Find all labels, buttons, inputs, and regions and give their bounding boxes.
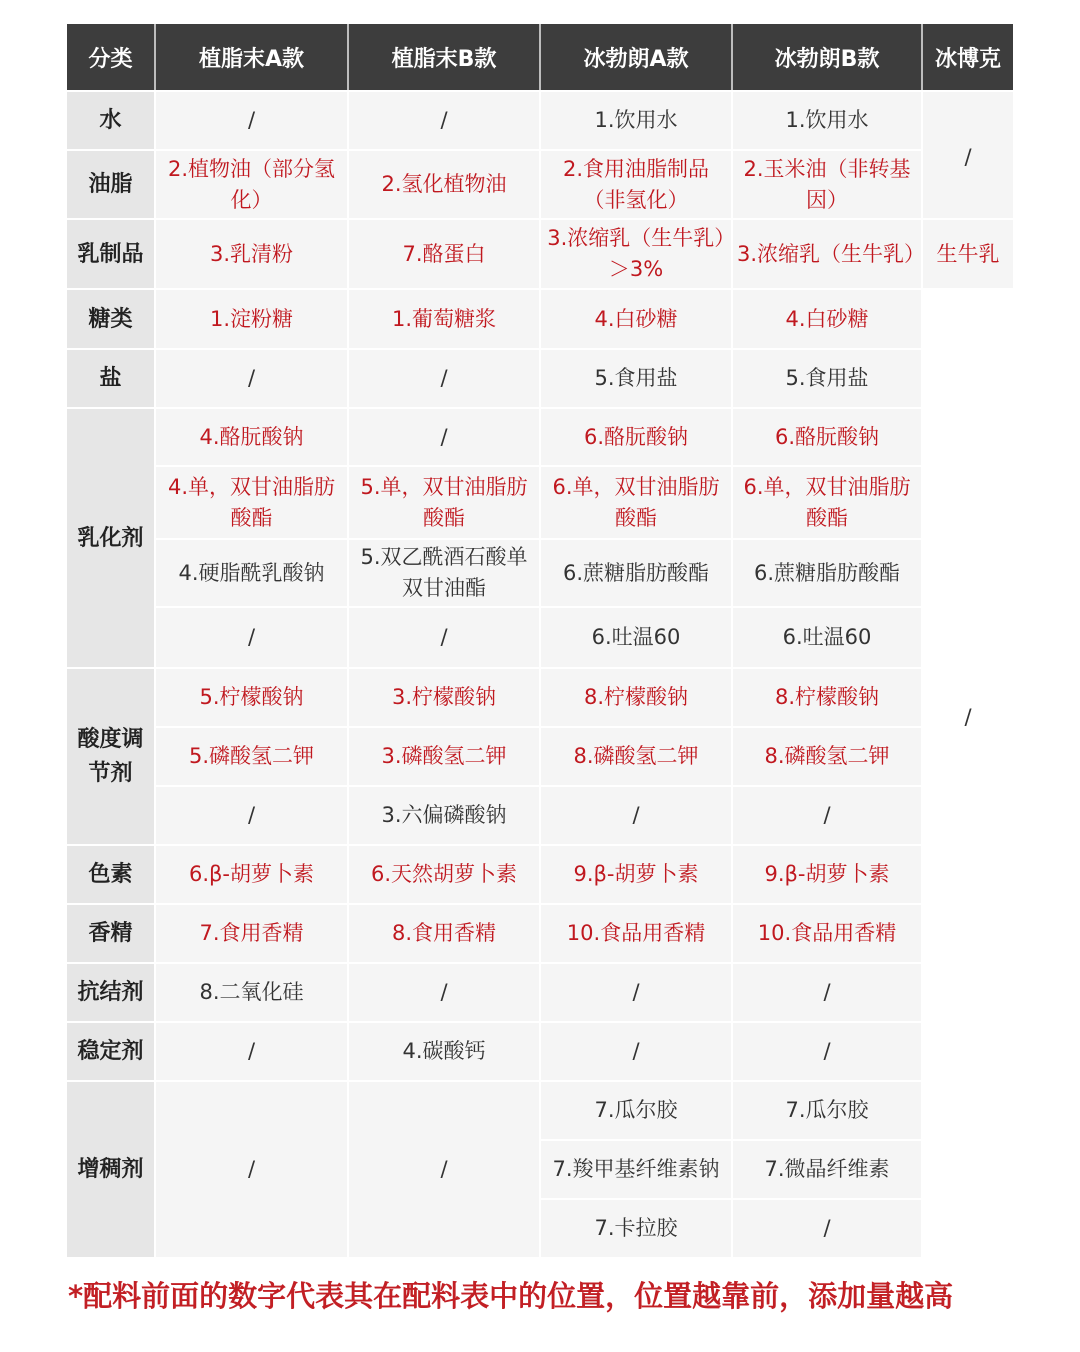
table-row xyxy=(67,288,1013,348)
table-cell: / xyxy=(349,90,541,149)
table-cell: / xyxy=(156,1080,349,1257)
table-cell: 4.白砂糖 xyxy=(541,288,733,348)
table-cell: 4.白砂糖 xyxy=(733,288,923,348)
table-cell: 8.食用香精 xyxy=(349,903,541,962)
table-cell: 7.羧甲基纤维素钠 xyxy=(541,1139,733,1198)
table-row xyxy=(67,90,1013,149)
table-cell: 6.单，双甘油脂肪酸酯 xyxy=(733,465,923,538)
table-cell: 5.双乙酰酒石酸单双甘油酯 xyxy=(349,538,541,606)
category-flavor: 香精 xyxy=(67,903,156,962)
table-cell: 6.酪朊酸钠 xyxy=(541,407,733,465)
table-row xyxy=(67,218,1013,288)
table-cell: 3.浓缩乳（生牛乳）＞3% xyxy=(541,218,733,288)
table-cell: / xyxy=(733,962,923,1021)
category-acidity-label: 酸度调节剂 xyxy=(77,726,144,786)
table-cell: 2.食用油脂制品（非氢化） xyxy=(541,149,733,218)
table-cell: 4.酪朊酸钠 xyxy=(156,407,349,465)
category-salt: 盐 xyxy=(67,348,156,407)
table-cell: 6.单，双甘油脂肪酸酯 xyxy=(541,465,733,538)
table-row xyxy=(67,785,1013,844)
table-cell: 5.单，双甘油脂肪酸酯 xyxy=(349,465,541,538)
table-cell: 5.食用盐 xyxy=(541,348,733,407)
table-cell: 1.葡萄糖浆 xyxy=(349,288,541,348)
table-cell: / xyxy=(349,606,541,667)
table-row xyxy=(67,538,1013,606)
table-cell: 3.柠檬酸钠 xyxy=(349,667,541,726)
table-cell: 2.植物油（部分氢化） xyxy=(156,149,349,218)
table-cell: / xyxy=(349,407,541,465)
category-oil: 油脂 xyxy=(67,149,156,218)
table-cell: 6.吐温60 xyxy=(541,606,733,667)
table-cell: / xyxy=(541,1021,733,1080)
table-row xyxy=(67,407,1013,465)
table-cell: 8.磷酸氢二钾 xyxy=(541,726,733,785)
header-creamer-b: 植脂末B款 xyxy=(349,24,541,90)
table-cell: 5.食用盐 xyxy=(733,348,923,407)
table-cell: 7.微晶纤维素 xyxy=(733,1139,923,1198)
table-row xyxy=(67,962,1013,1021)
table-cell: 4.单，双甘油脂肪酸酯 xyxy=(156,465,349,538)
table-cell: / xyxy=(156,348,349,407)
bingboke-cell-top: / xyxy=(923,90,1013,218)
category-sugar: 糖类 xyxy=(67,288,156,348)
table-cell: 6.蔗糖脂肪酸酯 xyxy=(733,538,923,606)
table-cell: 8.磷酸氢二钾 xyxy=(733,726,923,785)
table-cell: 3.六偏磷酸钠 xyxy=(349,785,541,844)
header-bingbolang-a: 冰勃朗A款 xyxy=(541,24,733,90)
category-emulsifier: 乳化剂 xyxy=(67,407,156,667)
table-row xyxy=(67,1021,1013,1080)
table-header-row xyxy=(67,24,1013,90)
table-cell: / xyxy=(733,785,923,844)
table-cell: 6.蔗糖脂肪酸酯 xyxy=(541,538,733,606)
table-cell: 8.柠檬酸钠 xyxy=(541,667,733,726)
category-acidity xyxy=(67,667,156,844)
table-cell: / xyxy=(733,1021,923,1080)
table-cell: 6.吐温60 xyxy=(733,606,923,667)
table-cell: / xyxy=(349,1080,541,1257)
table-cell: 9.β-胡萝卜素 xyxy=(733,844,923,903)
category-stabilizer: 稳定剂 xyxy=(67,1021,156,1080)
category-color: 色素 xyxy=(67,844,156,903)
category-thickener: 增稠剂 xyxy=(67,1080,156,1257)
table-cell: 7.食用香精 xyxy=(156,903,349,962)
table-cell: 9.β-胡萝卜素 xyxy=(541,844,733,903)
category-anticaking: 抗结剂 xyxy=(67,962,156,1021)
table-row xyxy=(67,465,1013,538)
table-cell: / xyxy=(156,1021,349,1080)
table-cell: 7.酪蛋白 xyxy=(349,218,541,288)
table-cell: / xyxy=(349,962,541,1021)
table-cell: 4.硬脂酰乳酸钠 xyxy=(156,538,349,606)
table-cell: 1.饮用水 xyxy=(733,90,923,149)
table-row xyxy=(67,726,1013,785)
table-cell: / xyxy=(156,785,349,844)
table-cell: / xyxy=(541,785,733,844)
table-row xyxy=(67,903,1013,962)
table-cell: / xyxy=(156,606,349,667)
table-row xyxy=(67,149,1013,218)
table-cell: 3.乳清粉 xyxy=(156,218,349,288)
header-bingbolang-b: 冰勃朗B款 xyxy=(733,24,923,90)
table-row xyxy=(67,1080,1013,1139)
table-cell: 6.天然胡萝卜素 xyxy=(349,844,541,903)
table-cell: 6.β-胡萝卜素 xyxy=(156,844,349,903)
table-cell: / xyxy=(733,1198,923,1257)
table-cell: 10.食品用香精 xyxy=(733,903,923,962)
table-cell: 7.瓜尔胶 xyxy=(541,1080,733,1139)
footnote: *配料前面的数字代表其在配料表中的位置，位置越靠前，添加量越高 xyxy=(68,1279,954,1313)
table-cell: 7.瓜尔胶 xyxy=(733,1080,923,1139)
table-cell: 1.饮用水 xyxy=(541,90,733,149)
category-dairy: 乳制品 xyxy=(67,218,156,288)
table-row xyxy=(67,606,1013,667)
table-cell: / xyxy=(541,962,733,1021)
header-bingboke: 冰博克 xyxy=(923,24,1013,90)
table-cell: 7.卡拉胶 xyxy=(541,1198,733,1257)
table-cell: 8.二氧化硅 xyxy=(156,962,349,1021)
header-category: 分类 xyxy=(67,24,156,90)
table-cell: 3.浓缩乳（生牛乳） xyxy=(733,218,923,288)
table-cell: 6.酪朊酸钠 xyxy=(733,407,923,465)
table-cell: 2.玉米油（非转基因） xyxy=(733,149,923,218)
table-cell: 2.氢化植物油 xyxy=(349,149,541,218)
ingredient-comparison-table xyxy=(67,24,1013,1257)
table-cell: 3.磷酸氢二钾 xyxy=(349,726,541,785)
table-cell: 8.柠檬酸钠 xyxy=(733,667,923,726)
table-cell: 5.柠檬酸钠 xyxy=(156,667,349,726)
table-cell: 1.淀粉糖 xyxy=(156,288,349,348)
table-cell: 4.碳酸钙 xyxy=(349,1021,541,1080)
table-row xyxy=(67,844,1013,903)
bingboke-cell-rest: / xyxy=(923,288,1013,1198)
table-row xyxy=(67,667,1013,726)
table-cell: 5.磷酸氢二钾 xyxy=(156,726,349,785)
table-cell: 10.食品用香精 xyxy=(541,903,733,962)
header-creamer-a: 植脂末A款 xyxy=(156,24,349,90)
category-water: 水 xyxy=(67,90,156,149)
table-cell: / xyxy=(156,90,349,149)
table-row xyxy=(67,348,1013,407)
bingboke-cell-dairy: 生牛乳 xyxy=(923,218,1013,288)
table-cell: / xyxy=(349,348,541,407)
